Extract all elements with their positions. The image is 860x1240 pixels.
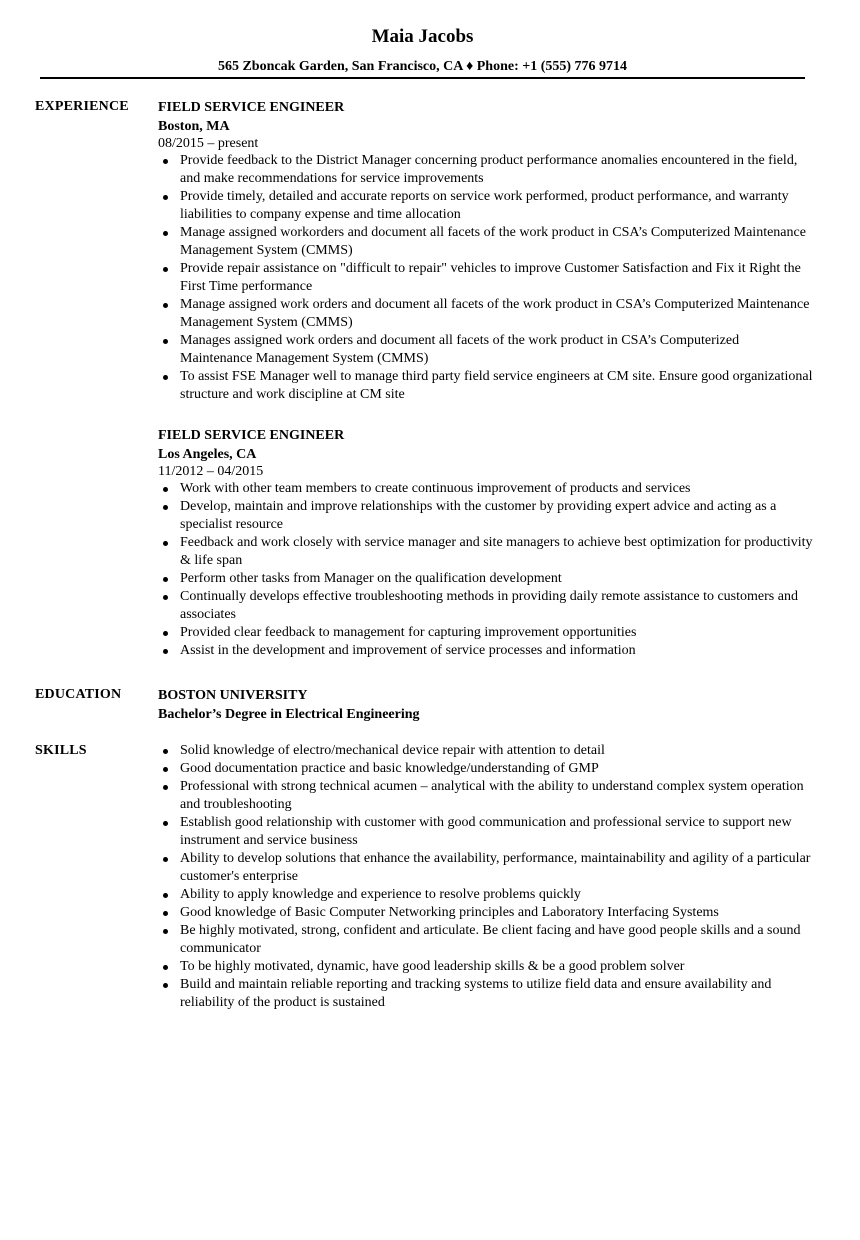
bullet-text: Assist in the development and improvement of service processes and information [180, 643, 636, 658]
bullet-text: Manage assigned workorders and document all facets of the work product in CSA’s Computerized Maintenance Management System (CMMS) [180, 225, 806, 258]
job-location: Boston, MA [158, 119, 230, 134]
list-item [158, 224, 813, 260]
bullet-text: To assist FSE Manager well to manage third party field service engineers at CM site. Ensure good organizational structure and work discipline at CM site [180, 369, 813, 402]
bullet-icon [163, 595, 168, 600]
list-item [158, 958, 813, 976]
list-item [158, 624, 813, 642]
job-dates: 11/2012 – 04/2015 [158, 464, 264, 479]
bullet-text: Manage assigned work orders and document all facets of the work product in CSA’s Computerized Maintenance Management System (CMMS) [180, 297, 810, 330]
bullet-icon [163, 965, 168, 970]
bullet-icon [163, 267, 168, 272]
list-item [158, 742, 813, 760]
list-item [158, 368, 813, 404]
list-item [158, 778, 813, 814]
job-entry-2 [158, 426, 813, 660]
bullet-icon [163, 375, 168, 380]
bullet-text: Feedback and work closely with service manager and site managers to achieve best optimization for productivity & life span [180, 535, 813, 568]
school-name: BOSTON UNIVERSITY [158, 688, 308, 703]
bullet-text: Perform other tasks from Manager on the qualification development [180, 571, 562, 586]
skills-list [158, 742, 813, 1012]
skill-text: Ability to develop solutions that enhance the availability, performance, maintainability and agility of a particular customer's enterprise [180, 851, 811, 884]
skill-text: Good documentation practice and basic knowledge/understanding of GMP [180, 761, 599, 776]
skill-text: Professional with strong technical acumen – analytical with the ability to understand complex system operation and troubleshooting [180, 779, 804, 812]
bullet-icon [163, 159, 168, 164]
bullet-icon [163, 487, 168, 492]
list-item [158, 534, 813, 570]
list-item [158, 642, 813, 660]
list-item [158, 760, 813, 778]
skills-entry [158, 742, 813, 1012]
bullet-icon [163, 649, 168, 654]
list-item [158, 260, 813, 296]
bullet-text: Provided clear feedback to management for capturing improvement opportunities [180, 625, 637, 640]
skill-text: Ability to apply knowledge and experience to resolve problems quickly [180, 887, 581, 902]
bullet-text: Manages assigned work orders and document all facets of the work product in CSA’s Computerized Maintenance Management System (CMMS) [180, 333, 740, 366]
list-item [158, 332, 813, 368]
job-location: Los Angeles, CA [158, 447, 257, 462]
bullet-text: Provide feedback to the District Manager concerning product performance anomalies encountered in the field, and make recommendations for service improvements [180, 153, 798, 186]
list-item [158, 886, 813, 904]
bullet-icon [163, 857, 168, 862]
bullet-text: Develop, maintain and improve relationships with the customer by providing expert advice and acting as a specialist resource [180, 499, 777, 532]
bullet-icon [163, 929, 168, 934]
list-item [158, 188, 813, 224]
bullet-icon [163, 577, 168, 582]
bullet-icon [163, 749, 168, 754]
bullet-icon [163, 195, 168, 200]
bullet-icon [163, 231, 168, 236]
section-label-skills: SKILLS [35, 743, 87, 758]
job-bullet-list [158, 152, 813, 404]
bullet-icon [163, 821, 168, 826]
header-divider [40, 77, 805, 79]
skill-text: Solid knowledge of electro/mechanical device repair with attention to detail [180, 743, 605, 758]
bullet-text: Work with other team members to create continuous improvement of products and services [180, 481, 691, 496]
list-item [158, 814, 813, 850]
bullet-icon [163, 303, 168, 308]
list-item [158, 850, 813, 886]
job-dates: 08/2015 – present [158, 136, 259, 151]
job-title: FIELD SERVICE ENGINEER [158, 100, 345, 115]
bullet-text: Continually develops effective troubleshooting methods in providing daily remote assistance to customers and associates [180, 589, 798, 622]
bullet-text: Provide timely, detailed and accurate reports on service work performed, product performance, and warranty liabilities to company expense and time allocation [180, 189, 789, 222]
bullet-icon [163, 767, 168, 772]
section-label-education: EDUCATION [35, 687, 122, 702]
job-bullet-list [158, 480, 813, 660]
bullet-icon [163, 911, 168, 916]
job-entry-1 [158, 98, 813, 404]
education-entry [158, 686, 813, 724]
list-item [158, 296, 813, 332]
degree-name: Bachelor’s Degree in Electrical Engineering [158, 707, 420, 722]
list-item [158, 976, 813, 1012]
bullet-text: Provide repair assistance on "difficult to repair" vehicles to improve Customer Satisfaction and Fix it Right the First Time performance [180, 261, 801, 294]
resume-name: Maia Jacobs [371, 26, 474, 47]
list-item [158, 480, 813, 498]
list-item [158, 922, 813, 958]
section-label-experience: EXPERIENCE [35, 99, 129, 114]
list-item [158, 152, 813, 188]
contact-line: 565 Zboncak Garden, San Francisco, CA ♦ Phone: +1 (555) 776 9714 [217, 59, 628, 74]
bullet-icon [163, 893, 168, 898]
skill-text: Good knowledge of Basic Computer Networking principles and Laboratory Interfacing Systems [180, 905, 719, 920]
list-item [158, 904, 813, 922]
bullet-icon [163, 339, 168, 344]
skill-text: Build and maintain reliable reporting and tracking systems to utilize field data and ensure availability and reliability of the product is sustained [180, 977, 772, 1010]
bullet-icon [163, 631, 168, 636]
list-item [158, 588, 813, 624]
skill-text: Establish good relationship with customer with good communication and professional service to support new instrument and service business [180, 815, 792, 848]
list-item [158, 498, 813, 534]
job-title: FIELD SERVICE ENGINEER [158, 428, 345, 443]
bullet-icon [163, 505, 168, 510]
bullet-icon [163, 541, 168, 546]
skill-text: Be highly motivated, strong, confident and articulate. Be client facing and have good people skills and a sound communicator [180, 923, 801, 956]
bullet-icon [163, 983, 168, 988]
skill-text: To be highly motivated, dynamic, have good leadership skills & be a good problem solver [180, 959, 685, 974]
list-item [158, 570, 813, 588]
bullet-icon [163, 785, 168, 790]
